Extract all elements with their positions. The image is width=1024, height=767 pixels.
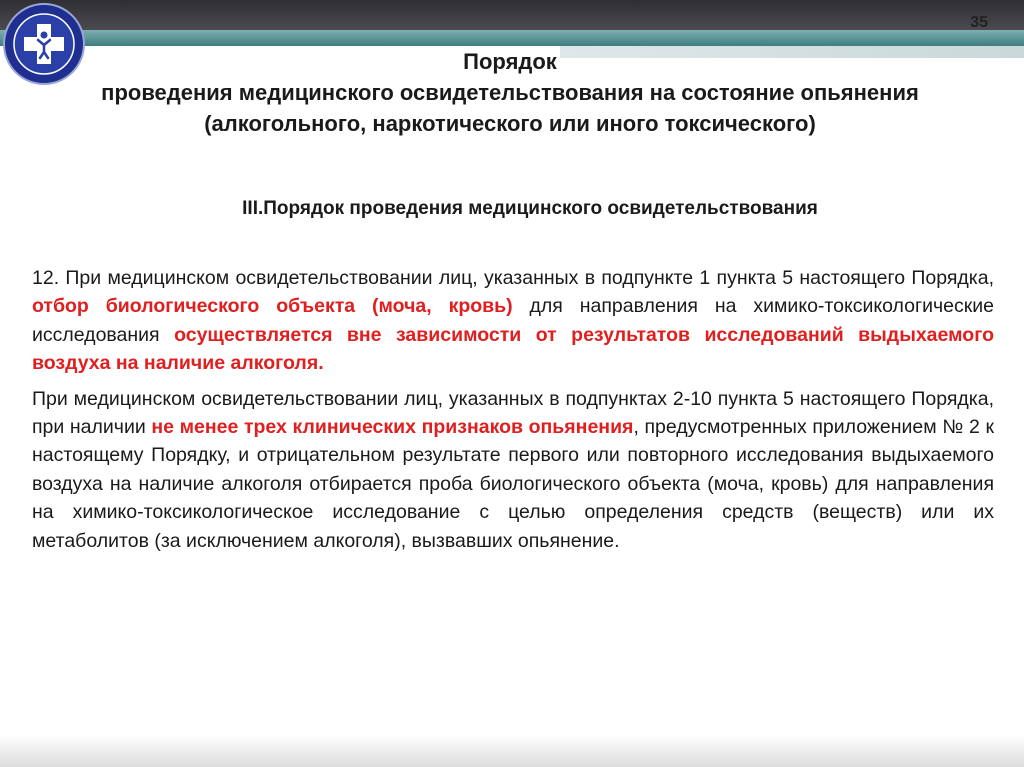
paragraph-12 bbox=[32, 264, 994, 378]
bottom-shade bbox=[0, 735, 1024, 767]
slide-title bbox=[60, 46, 960, 139]
slide-body bbox=[32, 264, 994, 555]
p2-text-2: , предусмотренных приложением № 2 к настоящему Порядку, и отрицательном результате первого или повторного исследования выдыхаемого воздуха на наличие алкоголя отбирается проба биологического объекта (моча, кровь) для направления на химико-токсикологическое исследование с целью определения средств (веществ) или их метаболитов (за исключением алкоголя), вызвавших опьянение. bbox=[32, 416, 994, 552]
slide-number: 35 bbox=[970, 14, 988, 31]
p2-highlight-1: не менее трех клинических признаков опьянения bbox=[151, 416, 634, 439]
p2-text-1: При медицинском освидетельствовании лиц, указанных в подпунктах 2-10 пункта 5 настоящего Порядка, при наличии bbox=[32, 387, 994, 439]
teal-accent-bar bbox=[0, 30, 1024, 46]
p1-text-2: для направления на химико-токсикологические исследования bbox=[32, 295, 994, 346]
title-line-1: Порядок bbox=[463, 49, 557, 74]
p1-highlight-2: осуществляется вне зависимости от результатов исследований выдыхаемого воздуха на наличие алкоголя. bbox=[32, 323, 994, 375]
title-line-2: проведения медицинского освидетельствования на состояние опьянения bbox=[101, 80, 919, 105]
p1-highlight-1: отбор биологического объекта (моча, кровь) bbox=[32, 295, 513, 318]
p1-text-1: 12. При медицинском освидетельствовании лиц, указанных в подпункте 1 пункта 5 настоящего Порядка, bbox=[32, 267, 994, 289]
section-heading: III.Порядок проведения медицинского освидетельствования bbox=[242, 198, 818, 219]
title-line-3: (алкогольного, наркотического или иного токсического) bbox=[204, 111, 816, 136]
top-dark-band bbox=[0, 0, 1024, 30]
paragraph-2 bbox=[32, 385, 994, 555]
